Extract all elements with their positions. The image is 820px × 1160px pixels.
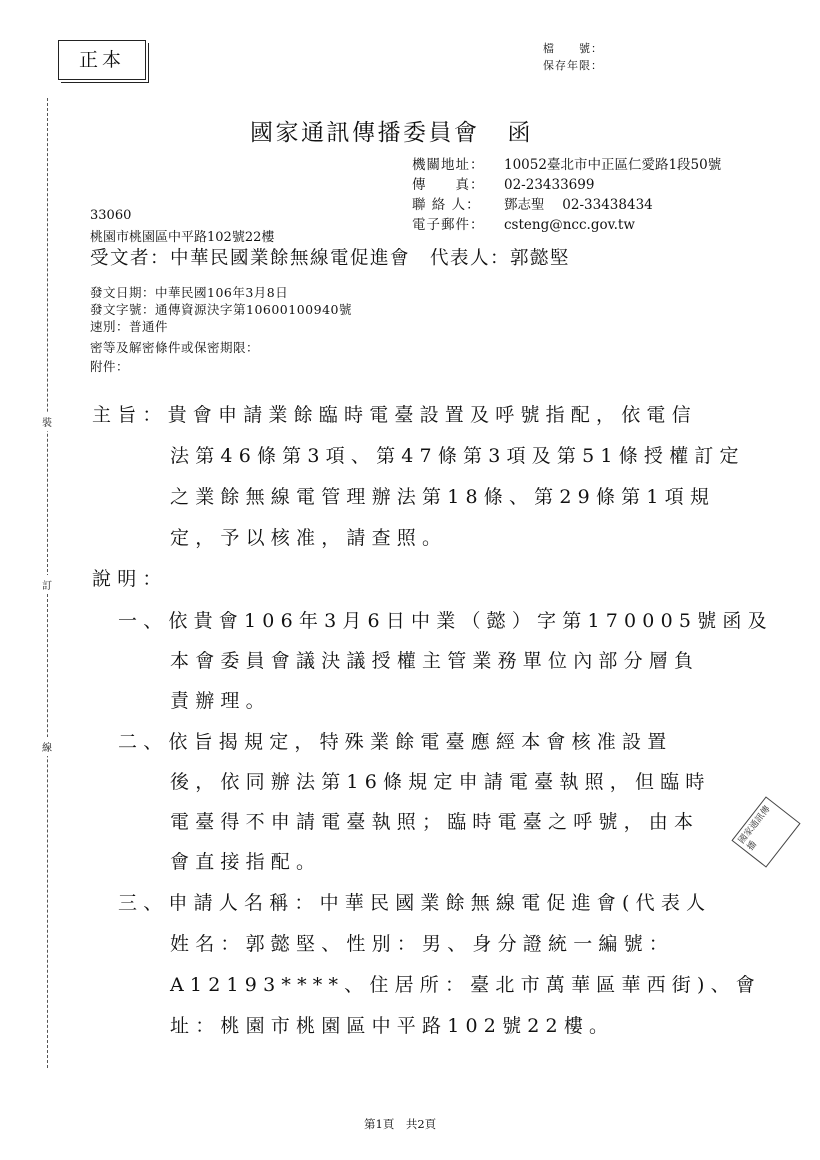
item-line: 三、申請人名稱：中華民國業餘無線電促進會(代表人 — [118, 892, 712, 914]
document-number: 發文字號：通傳資源決字第10600100940號 — [90, 302, 352, 317]
subject-line: 之業餘無線電管理辦法第18條、第29條第1項規 — [170, 486, 716, 508]
contact-label: 聯 絡 人： — [412, 197, 481, 213]
issue-date: 發文日期：中華民國106年3月8日 — [90, 285, 289, 300]
item-line: 本會委員會議決議授權主管業務單位內部分層負 — [170, 650, 700, 672]
retention-period-label: 保存年限： — [543, 59, 603, 72]
contact-label: 傳 真： — [412, 177, 485, 193]
contact-value: 10052臺北市中正區仁愛路1段50號 — [504, 157, 722, 173]
classification: 密等及解密條件或保密期限： — [90, 340, 260, 355]
postal-code: 33060 — [90, 208, 132, 223]
agency-name: 國家通訊傳播委員會 — [250, 120, 480, 146]
recipient-representative: 代表人：郭懿堅 — [430, 248, 571, 269]
recipient-name: 受文者：中華民國業餘無線電促進會 — [90, 248, 411, 269]
binding-mark: 線 — [42, 737, 52, 756]
document-title — [250, 114, 533, 147]
item-line: 一、依貴會106年3月6日中業（懿）字第170005號函及 — [118, 610, 773, 632]
document-type: 函 — [507, 120, 533, 146]
item-line: 電臺得不申請電臺執照；臨時電臺之呼號，由本 — [170, 811, 700, 833]
item-line: 二、依旨揭規定，特殊業餘電臺應經本會核准設置 — [118, 731, 673, 753]
page-number: 第1頁 共2頁 — [364, 1117, 437, 1131]
recipient-address: 桃園市桃園區中平路102號22樓 — [90, 230, 275, 245]
binding-mark: 訂 — [42, 575, 52, 594]
attachments: 附件： — [90, 359, 130, 374]
item-line: 責辦理。 — [170, 690, 271, 712]
receipt-stamp: 國家通訊傳播 — [731, 796, 800, 867]
item-line: 會直接指配。 — [170, 851, 322, 873]
urgency: 速別：普通件 — [90, 319, 169, 334]
subject-line: 定，予以核准，請查照。 — [170, 527, 448, 549]
item-line: A12193****、住居所：臺北市萬華區華西街)、會 — [170, 974, 761, 996]
item-line: 姓名：郭懿堅、性別：男、身分證統一編號： — [170, 933, 675, 955]
explanation-heading: 說明： — [92, 568, 168, 590]
item-line: 後，依同辦法第16條規定申請電臺執照，但臨時 — [170, 771, 711, 793]
email-link[interactable]: csteng@ncc.gov.tw — [504, 217, 635, 233]
subject-line: 主旨：貴會申請業餘臨時電臺設置及呼號指配，依電信 — [92, 404, 697, 426]
contact-value: 02-23433699 — [504, 177, 595, 193]
contact-person — [412, 195, 653, 215]
subject-line: 法第46條第3項、第47條第3項及第51條授權訂定 — [170, 445, 745, 467]
contact-address — [412, 155, 721, 175]
copy-label: 正本 — [58, 40, 146, 80]
contact-value: 鄧志聖 02-33438434 — [504, 197, 653, 213]
recipient-line — [90, 244, 570, 270]
binding-mark: 裝 — [42, 412, 52, 431]
contact-fax — [412, 175, 594, 195]
contact-label: 機關地址： — [412, 157, 485, 173]
item-line: 址：桃園市桃園區中平路102號22樓。 — [170, 1015, 615, 1037]
archive-number-label: 檔 號： — [543, 42, 603, 55]
contact-label: 電子郵件： — [412, 217, 485, 233]
contact-email[interactable] — [412, 215, 635, 235]
